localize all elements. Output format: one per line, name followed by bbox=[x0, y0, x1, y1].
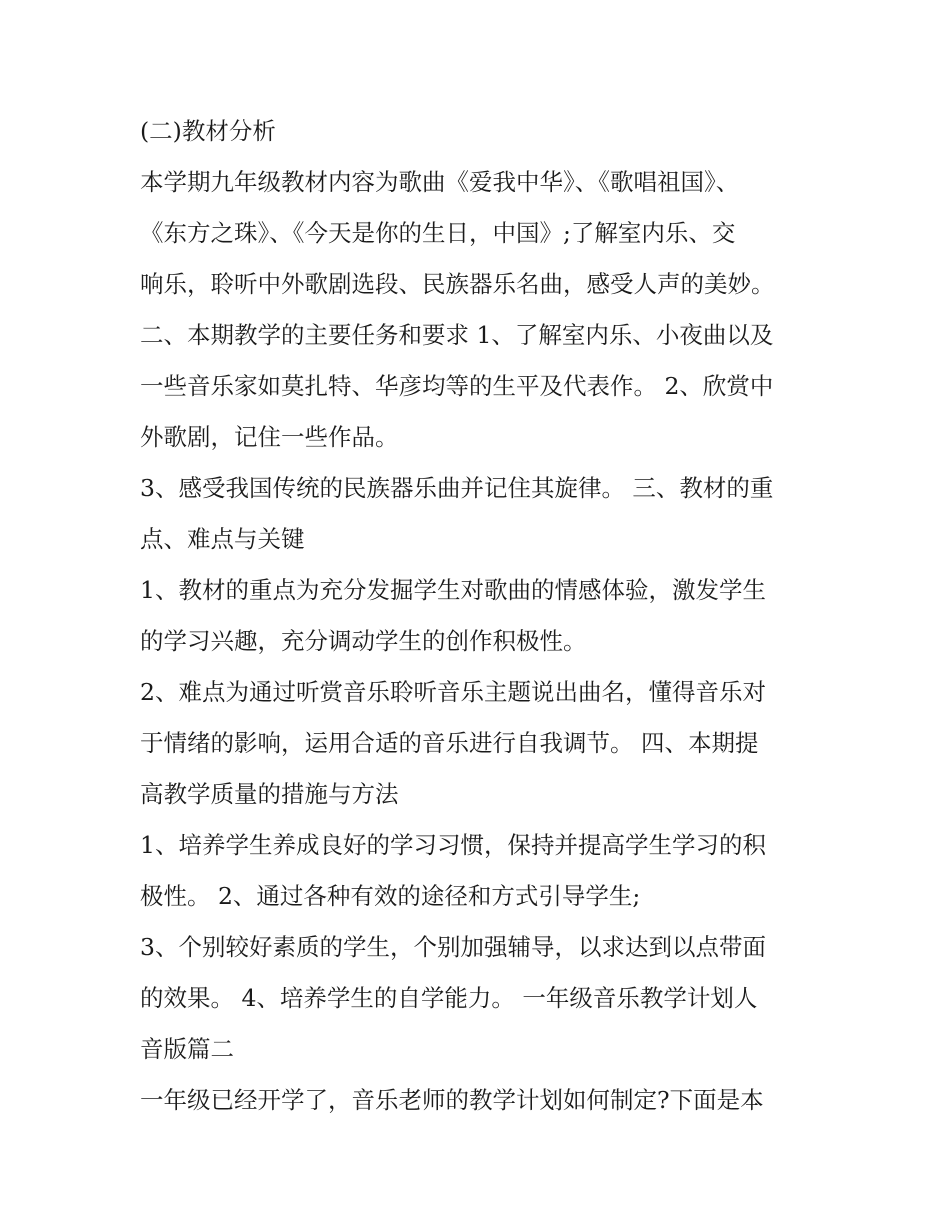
text-line: 响乐，聆听中外歌剧选段、民族器乐名曲，感受人声的美妙。 bbox=[140, 270, 775, 298]
text-line: 的学习兴趣，充分调动学生的创作积极性。 bbox=[140, 627, 587, 655]
document-body bbox=[140, 106, 820, 1126]
text-line: 高教学质量的措施与方法 bbox=[140, 780, 399, 808]
text-line: 1、教材的重点为充分发掘学生对歌曲的情感体验，激发学生 bbox=[140, 576, 766, 604]
text-line: 二、本期教学的主要任务和要求 1、了解室内乐、小夜曲以及 bbox=[140, 321, 774, 349]
text-line: 音版篇二 bbox=[140, 1035, 234, 1063]
text-line: 2、难点为通过听赏音乐聆听音乐主题说出曲名，懂得音乐对 bbox=[140, 678, 766, 706]
text-line: 点、难点与关键 bbox=[140, 525, 305, 553]
text-line: 外歌剧，记住一些作品。 bbox=[140, 423, 399, 451]
text-line: 于情绪的影响，运用合适的音乐进行自我调节。 四、本期提 bbox=[140, 729, 759, 757]
text-line: 1、培养学生养成良好的学习习惯，保持并提高学生学习的积 bbox=[140, 831, 766, 859]
text-line: 极性。 2、通过各种有效的途径和方式引导学生; bbox=[140, 882, 641, 910]
text-line: 一些音乐家如莫扎特、华彦均等的生平及代表作。 2、欣赏中 bbox=[140, 372, 774, 400]
section-heading: (二)教材分析 bbox=[140, 117, 276, 145]
text-line: 本学期九年级教材内容为歌曲《爱我中华》、《歌唱祖国》、 bbox=[140, 168, 740, 196]
text-line: 《东方之珠》、《今天是你的生日，中国》;了解室内乐、交 bbox=[140, 219, 736, 247]
text-line: 的效果。 4、培养学生的自学能力。 一年级音乐教学计划人 bbox=[140, 984, 758, 1012]
text-line: 一年级已经开学了，音乐老师的教学计划如何制定?下面是本 bbox=[140, 1086, 764, 1114]
text-line: 3、个别较好素质的学生，个别加强辅导，以求达到以点带面 bbox=[140, 933, 766, 961]
text-line: 3、感受我国传统的民族器乐曲并记住其旋律。 三、教材的重 bbox=[140, 474, 774, 502]
